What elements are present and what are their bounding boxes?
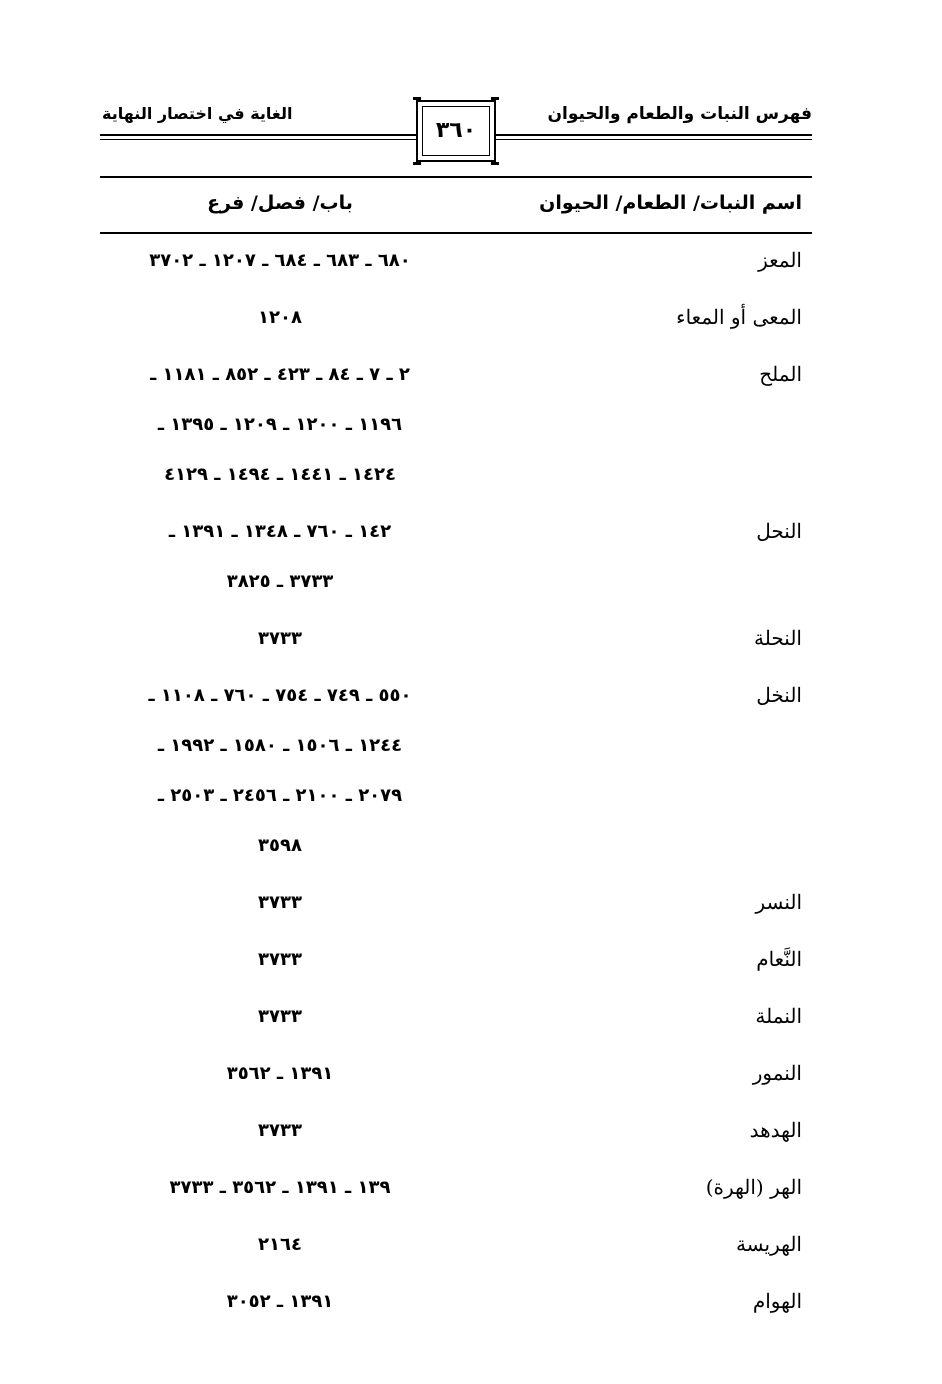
entry-reference-line: ٥٥٠ ـ ٧٤٩ ـ ٧٥٤ ـ ٧٦٠ ـ ١١٠٨ ـ [148,685,412,706]
entry-reference-line: ٢١٦٤ [258,1234,302,1255]
entry-reference-line: ٣٧٣٣ [258,892,302,913]
entry-reference-line: ٣٧٣٣ [258,1006,302,1027]
entry-name: الهدهد [749,1118,802,1142]
entry-reference-line: ٣٧٣٣ [258,949,302,970]
entry-reference-line: ١٣٩١ ـ ٣٠٥٢ [226,1291,334,1312]
page-number-frame [416,100,496,162]
entry-reference-line: ٦٨٠ ـ ٦٨٣ ـ ٦٨٤ ـ ١٢٠٧ ـ ٣٧٠٢ [149,250,411,271]
entry-name: الهوام [752,1289,802,1313]
entry-reference-line: ٣٥٩٨ [258,835,302,856]
entry-reference-line: ٣٧٣٣ ـ ٣٨٢٥ [226,571,334,592]
entry-reference-line: ١٣٩١ ـ ٣٥٦٢ [226,1063,334,1084]
entry-name: الهريسة [735,1232,802,1256]
entry-name: النملة [755,1004,802,1028]
section-title: فهرس النبات والطعام والحيوان [547,104,812,124]
entry-name: الملح [759,362,802,386]
frame-corner [491,162,499,165]
entry-name: النحلة [754,626,802,650]
entry-name: النمور [752,1061,802,1085]
entry-name: المعز [758,248,802,272]
entry-reference-line: ٢٠٧٩ ـ ٢١٠٠ ـ ٢٤٥٦ ـ ٢٥٠٣ ـ [157,785,403,806]
book-title: الغاية في اختصار النهاية [102,104,293,123]
entry-reference-line: ٢ ـ ٧ ـ ٨٤ ـ ٤٢٣ ـ ٨٥٢ ـ ١١٨١ ـ [150,364,410,385]
frame-corner [491,97,499,100]
entry-name: الهر (الهرة) [705,1175,802,1199]
entry-name: النخل [756,683,802,707]
entry-reference-line: ٣٧٣٣ [258,628,302,649]
ref-column-header: باب/ فصل/ فرع [207,192,353,214]
running-header [100,96,812,170]
entry-reference-line: ١٢٠٨ [258,307,302,328]
entry-reference-line: ١٣٩ ـ ١٣٩١ ـ ٣٥٦٢ ـ ٣٧٣٣ [169,1177,391,1198]
entry-reference-line: ١٢٤٤ ـ ١٥٠٦ ـ ١٥٨٠ ـ ١٩٩٢ ـ [157,735,403,756]
entry-reference-line: ٣٧٣٣ [258,1120,302,1141]
frame-corner [413,97,421,100]
page-number: ٣٦٠ [435,118,477,143]
entry-name: النحل [756,519,802,543]
entry-reference-line: ١١٩٦ ـ ١٢٠٠ ـ ١٢٠٩ ـ ١٣٩٥ ـ [157,414,403,435]
entry-reference-line: ١٤٢٤ ـ ١٤٤١ ـ ١٤٩٤ ـ ٤١٢٩ [164,464,396,485]
entry-name: النسر [755,890,802,914]
table-header-row [100,178,812,234]
frame-corner [413,162,421,165]
name-column-header: اسم النبات/ الطعام/ الحيوان [539,192,802,214]
entry-name: النَّعام [756,947,802,971]
entry-name: المعى أو المعاء [676,305,802,329]
entry-reference-line: ١٤٢ ـ ٧٦٠ ـ ١٣٤٨ ـ ١٣٩١ ـ [168,521,392,542]
index-table [100,176,812,1313]
